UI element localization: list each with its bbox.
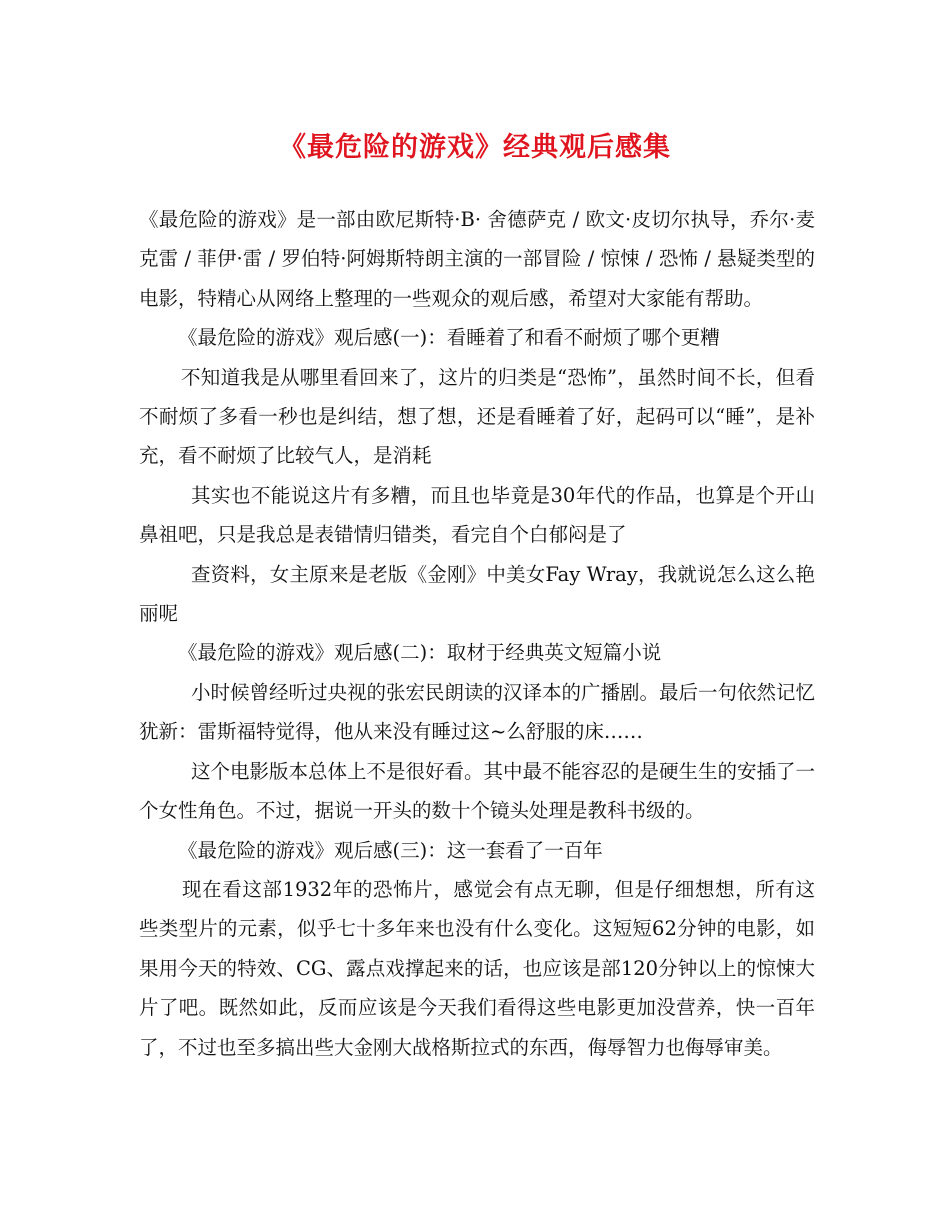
section-heading-2: 《最危险的游戏》观后感(二)：取材于经典英文短篇小说 [178,641,662,665]
paragraph: 小时候曾经听过央视的张宏民朗读的汉译本的广播剧。最后一句依然记忆犹新：雷斯福特觉得，他从来没有睡过这~么舒服的床…… [139,680,816,744]
paragraph: 这个电影版本总体上不是很好看。其中最不能容忍的是硬生生的安插了一个女性角色。不过，据说一开头的数十个镜头处理是教科书级的。 [139,759,816,823]
paragraph: 查资料，女主原来是老版《金刚》中美女Fay Wray，我就说怎么这么艳丽呢 [139,562,815,626]
section-heading-1: 《最危险的游戏》观后感(一)：看睡着了和看不耐烦了哪个更糟 [178,326,720,350]
document-body [139,200,815,1067]
paragraph: 不知道我是从哪里看回来了，这片的归类是“恐怖”，虽然时间不长，但看不耐烦了多看一秒也是纠结，想了想，还是看睡着了好，起码可以“睡”，是补充，看不耐烦了比较气人，是消耗 [139,365,815,468]
paragraph: 现在看这部1932年的恐怖片，感觉会有点无聊，但是仔细想想，所有这些类型片的元素，似乎七十多年来也没有什么变化。这短短62分钟的电影，如果用今天的特效、CG、露点戏撑起来的话，也应该是部120分钟以上的惊悚大片了吧。既然如此，反而应该是今天我们看得这些电影更加没营养，快一百年了，不过也至多搞出些大金刚大战格斯拉式的东西，侮辱智力也侮辱审美。 [139,877,815,1059]
intro-paragraph: 《最危险的游戏》是一部由欧尼斯特·B· 舍德萨克 / 欧文·皮切尔执导，乔尔·麦克雷 / 菲伊·雷 / 罗伯特·阿姆斯特朗主演的一部冒险 / 惊悚 / 恐怖 / 悬疑类型的电影，特精心从网络上整理的一些观众的观后感，希望对大家能有帮助。 [139,208,815,310]
document-title: 《最危险的游戏》经典观后感集 [279,132,671,163]
paragraph: 其实也不能说这片有多糟，而且也毕竟是30年代的作品，也算是个开山鼻祖吧，只是我总是表错情归错类，看完自个白郁闷是了 [139,483,815,547]
section-heading-3: 《最危险的游戏》观后感(三)：这一套看了一百年 [178,838,603,862]
